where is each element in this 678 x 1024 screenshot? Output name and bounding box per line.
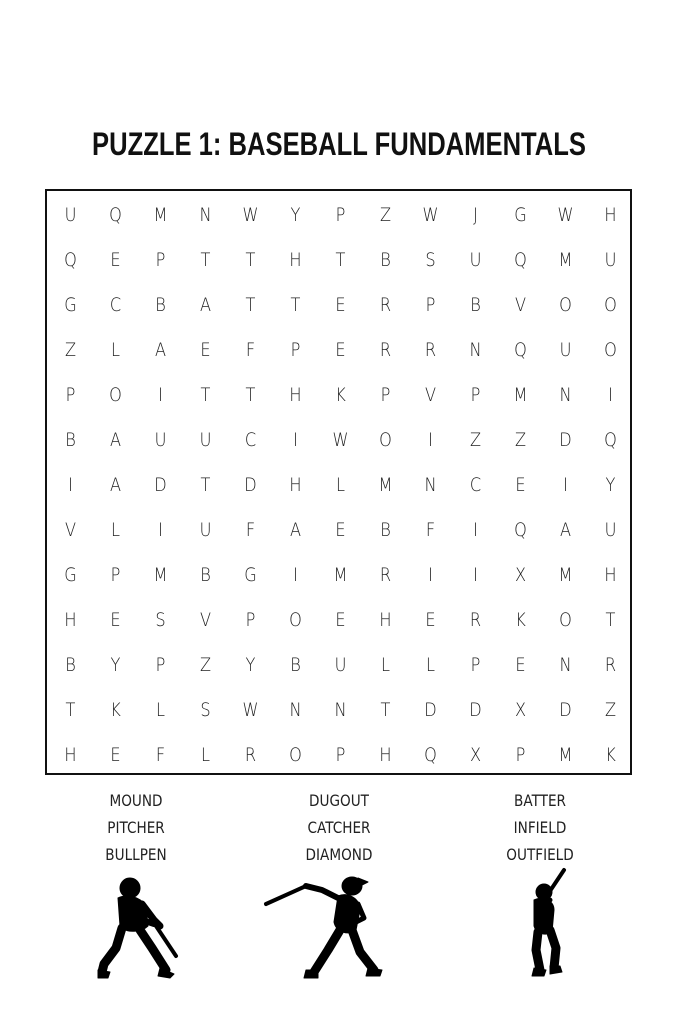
grid-cell[interactable]: M [153,204,168,226]
grid-cell[interactable]: N [424,474,437,496]
word-item: PITCHER [107,818,165,837]
grid-row [47,238,630,283]
grid-cell[interactable]: E [335,609,346,631]
grid-cell[interactable]: P [245,609,256,631]
grid-cell[interactable]: V [64,519,77,541]
grid-cell[interactable]: M [513,384,528,406]
grid-cell[interactable]: I [293,564,298,586]
grid-cell[interactable]: O [289,609,302,631]
grid-cell[interactable]: Q [424,744,437,766]
grid-cell[interactable]: B [155,294,166,316]
grid-cell[interactable]: R [244,744,257,766]
batter-stance-icon [524,866,574,982]
grid-cell[interactable]: W [242,699,259,721]
grid-cell[interactable]: B [380,249,391,271]
grid-cell[interactable]: O [604,294,617,316]
grid-cell[interactable]: A [199,294,212,316]
grid-cell[interactable]: I [158,384,163,406]
grid-cell[interactable]: A [289,519,302,541]
grid-cell[interactable]: T [605,609,616,631]
grid-cell[interactable]: N [559,654,572,676]
grid-cell[interactable]: E [515,654,526,676]
grid-cell[interactable]: P [335,744,346,766]
grid-row [47,463,630,508]
grid-cell[interactable]: T [290,294,301,316]
grid-cell[interactable]: Z [379,204,392,226]
grid-cell[interactable]: P [65,384,76,406]
grid-cell[interactable]: M [558,564,573,586]
grid-cell[interactable]: Y [605,474,616,496]
grid-cell[interactable]: R [379,339,392,361]
grid-cell[interactable]: L [110,519,121,541]
grid-cell[interactable]: Q [109,204,122,226]
grid-cell[interactable]: I [158,519,163,541]
batter-followthrough-icon [262,874,386,984]
page-title: PUZZLE 1: BASEBALL FUNDAMENTALS [92,126,586,162]
grid-cell[interactable]: G [64,294,77,316]
grid-cell[interactable]: Y [110,654,121,676]
grid-cell[interactable]: Z [199,654,212,676]
grid-cell[interactable]: T [65,699,76,721]
word-item: OUTFIELD [506,845,574,864]
grid-cell[interactable]: F [425,519,436,541]
grid-cell[interactable]: I [428,429,433,451]
grid-row [47,598,630,643]
grid-cell[interactable]: T [380,699,391,721]
grid-cell[interactable]: K [605,744,616,766]
grid-cell[interactable]: Q [514,519,527,541]
word-item: DIAMOND [305,845,373,864]
grid-cell[interactable]: E [335,294,346,316]
grid-cell[interactable]: H [289,474,302,496]
grid-cell[interactable]: A [154,339,167,361]
grid-cell[interactable]: M [558,249,573,271]
grid-cell[interactable]: I [293,429,298,451]
grid-cell[interactable]: I [563,474,568,496]
grid-cell[interactable]: K [515,609,526,631]
grid-cell[interactable]: R [379,564,392,586]
grid-cell[interactable]: Z [469,429,482,451]
grid-cell[interactable]: I [428,564,433,586]
word-item: MOUND [109,791,163,810]
grid-cell[interactable]: P [380,384,391,406]
grid-cell[interactable]: O [559,609,572,631]
grid-cell[interactable]: H [604,204,617,226]
grid-cell[interactable]: P [470,654,481,676]
grid-cell[interactable]: I [473,519,478,541]
grid-cell[interactable]: M [333,564,348,586]
grid-cell[interactable]: S [200,699,211,721]
grid-cell[interactable]: H [604,564,617,586]
grid-cell[interactable]: P [155,654,166,676]
grid-cell[interactable]: E [110,744,121,766]
grid-cell[interactable]: N [559,384,572,406]
grid-cell[interactable]: Y [245,654,256,676]
grid-cell[interactable]: D [469,699,482,721]
grid-cell[interactable]: F [155,744,166,766]
grid-cell[interactable]: W [242,204,259,226]
grid-cell[interactable]: U [604,519,617,541]
grid-cell[interactable]: H [64,609,77,631]
word-item: CATCHER [307,818,371,837]
grid-cell[interactable]: F [245,519,256,541]
grid-cell[interactable]: O [109,384,122,406]
word-list-3 [460,787,620,868]
grid-cell[interactable]: N [334,699,347,721]
grid-cell[interactable]: B [380,519,391,541]
grid-cell[interactable]: M [558,744,573,766]
grid-cell[interactable]: I [68,474,73,496]
grid-cell[interactable]: E [335,519,346,541]
grid-cell[interactable]: T [200,474,211,496]
grid-cell[interactable]: K [110,699,121,721]
grid-cell[interactable]: P [425,294,436,316]
grid-cell[interactable]: P [515,744,526,766]
grid-cell[interactable]: H [379,744,392,766]
grid-cell[interactable]: M [378,474,393,496]
grid-row [47,643,630,688]
grid-cell[interactable]: G [244,564,257,586]
grid-cell[interactable]: E [515,474,526,496]
grid-cell[interactable]: X [514,699,527,721]
grid-cell[interactable]: L [425,654,436,676]
batter-swing-icon [96,876,186,984]
grid-cell[interactable]: D [424,699,437,721]
grid-cell[interactable]: T [245,249,256,271]
grid-cell[interactable]: H [289,384,302,406]
grid-cell[interactable]: O [604,339,617,361]
grid-cell[interactable]: X [469,744,482,766]
grid-cell[interactable]: W [422,204,439,226]
word-list-1 [56,787,216,868]
grid-cell[interactable]: E [335,339,346,361]
word-item: INFIELD [513,818,567,837]
grid-cell[interactable]: B [200,564,211,586]
grid-cell[interactable]: T [245,384,256,406]
grid-cell[interactable]: W [557,204,574,226]
grid-cell[interactable]: O [379,429,392,451]
grid-cell[interactable]: I [608,384,613,406]
grid-cell[interactable]: L [380,654,391,676]
grid-cell[interactable]: K [335,384,346,406]
grid-cell[interactable]: X [514,564,527,586]
grid-cell[interactable]: B [290,654,301,676]
grid-cell[interactable]: E [110,609,121,631]
grid-cell[interactable]: S [155,609,166,631]
grid-cell[interactable]: O [559,294,572,316]
grid-cell[interactable]: A [559,519,572,541]
grid-cell[interactable]: A [109,474,122,496]
grid-cell[interactable]: D [559,429,572,451]
grid-cell[interactable]: Q [604,429,617,451]
grid-cell[interactable]: Q [514,339,527,361]
grid-cell[interactable]: G [514,204,527,226]
grid-cell[interactable]: F [245,339,256,361]
grid-cell[interactable]: C [244,429,257,451]
word-item: BULLPEN [105,845,167,864]
grid-cell[interactable]: N [199,204,212,226]
grid-cell[interactable]: R [424,339,437,361]
grid-cell[interactable]: H [379,609,392,631]
grid-row [47,553,630,598]
grid-cell[interactable]: V [199,609,212,631]
grid-cell[interactable]: U [334,654,347,676]
grid-row [47,373,630,418]
grid-cell[interactable]: N [289,699,302,721]
grid-cell[interactable]: H [64,744,77,766]
grid-cell[interactable]: T [200,384,211,406]
grid-cell[interactable]: R [379,294,392,316]
grid-cell[interactable]: U [559,339,572,361]
grid-cell[interactable]: U [64,204,77,226]
grid-cell[interactable]: M [153,564,168,586]
grid-row [47,283,630,328]
grid-cell[interactable]: S [425,249,436,271]
word-item: DUGOUT [309,791,369,810]
grid-cell[interactable]: T [200,249,211,271]
grid-cell[interactable]: E [110,249,121,271]
grid-cell[interactable]: P [155,249,166,271]
grid-cell[interactable]: U [604,249,617,271]
grid-cell[interactable]: D [154,474,167,496]
letter-grid [45,189,632,775]
grid-cell[interactable]: Q [514,249,527,271]
grid-cell[interactable]: I [473,564,478,586]
grid-cell[interactable]: G [64,564,77,586]
grid-row [47,328,630,373]
grid-cell[interactable]: L [335,474,346,496]
grid-cell[interactable]: O [289,744,302,766]
word-item: BATTER [513,791,566,810]
grid-cell[interactable]: R [604,654,617,676]
word-list-2 [259,787,419,868]
grid-cell[interactable]: P [470,384,481,406]
grid-cell[interactable]: B [470,294,481,316]
grid-row [47,193,630,238]
grid-cell[interactable]: E [425,609,436,631]
grid-cell[interactable]: U [469,249,482,271]
grid-cell[interactable]: U [199,429,212,451]
grid-cell[interactable]: C [469,474,482,496]
grid-cell[interactable]: Z [64,339,77,361]
grid-row [47,688,630,733]
grid-cell[interactable]: B [65,429,76,451]
grid-cell[interactable]: D [244,474,257,496]
grid-cell[interactable]: R [469,609,482,631]
grid-cell[interactable]: B [65,654,76,676]
grid-row [47,418,630,463]
grid-cell[interactable]: P [290,339,301,361]
grid-row [47,508,630,553]
grid-cell[interactable]: T [335,249,346,271]
grid-cell[interactable]: L [200,744,211,766]
grid-cell[interactable]: H [289,249,302,271]
grid-cell[interactable]: E [200,339,211,361]
grid-row [47,733,630,778]
grid-cell[interactable]: C [109,294,122,316]
grid-cell[interactable]: T [245,294,256,316]
grid-cell[interactable]: L [155,699,166,721]
grid-cell[interactable]: Z [604,699,617,721]
grid-cell[interactable]: P [335,204,346,226]
grid-cell[interactable]: Y [290,204,301,226]
grid-cell[interactable]: A [109,429,122,451]
grid-cell[interactable]: U [199,519,212,541]
grid-cell[interactable]: J [473,204,478,226]
grid-cell[interactable]: L [110,339,121,361]
grid-cell[interactable]: N [469,339,482,361]
grid-cell[interactable]: Z [514,429,527,451]
grid-cell[interactable]: W [332,429,349,451]
grid-cell[interactable]: U [154,429,167,451]
grid-cell[interactable]: P [110,564,121,586]
grid-cell[interactable]: D [559,699,572,721]
grid-cell[interactable]: Q [64,249,77,271]
grid-cell[interactable]: V [514,294,527,316]
grid-cell[interactable]: V [424,384,437,406]
